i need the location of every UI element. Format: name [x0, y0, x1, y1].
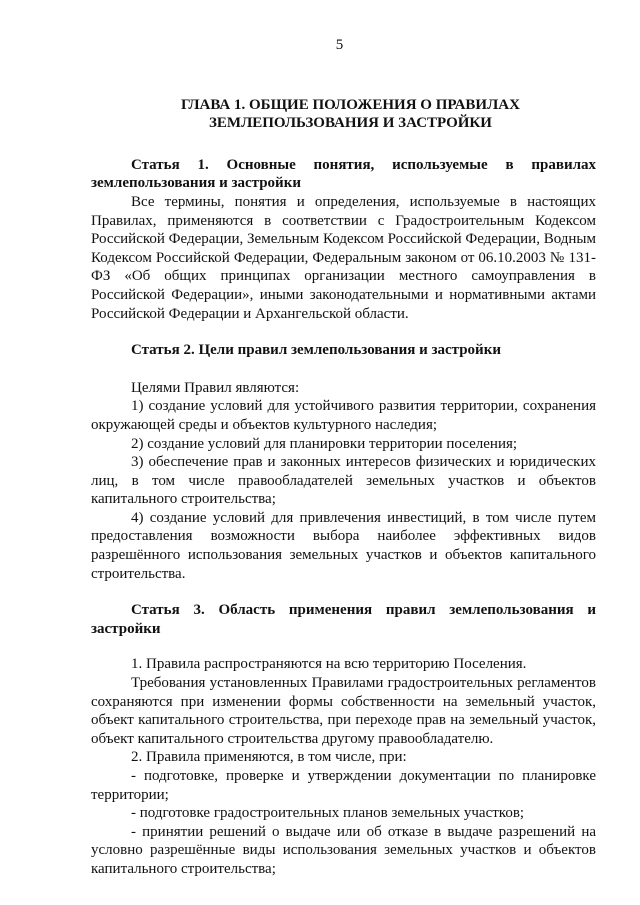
article-3-paragraph-2: Требования установленных Правилами градостроительных регламентов сохраняются при изменении формы собственности на земельный участок, объект капитального строительства, при переходе прав на земельный участок, объект капитального строительства другому правообладателю.: [91, 675, 596, 747]
article-2-title: Статья 2. Цели правил землепользования и застройки: [131, 342, 501, 359]
article-2-paragraph-4: 3) обеспечение прав и законных интересов физических и юридических лиц, в том числе правообладателей земельных участков и объектов капитального строительства;: [91, 454, 596, 508]
article-3-paragraph-5: - подготовке градостроительных планов земельных участков;: [131, 805, 525, 822]
article-2-paragraph-5: 4) создание условий для привлечения инвестиций, в том числе путем предоставления возможности выбора наиболее эффективных видов разрешённого использования земельных участков и объектов капитального строительства.: [91, 509, 596, 582]
article-1-paragraph-1: Все термины, понятия и определения, используемые в настоящих Правилах, применяются в соответствии с Градостроительным Кодексом Российской Федерации, Земельным Кодексом Российской Федерации, Водным Кодексом Российской Федерации, Федеральным законом от 06.10.2003 № 131-ФЗ «Об общих принципах организации местного самоуправления в Российской Федерации», иными законодательными и нормативными актами Российской Федерации и Архангельской области.: [91, 193, 596, 322]
article-2-paragraph-1: Целями Правил являются:: [131, 379, 300, 396]
page-number: 5: [335, 37, 344, 53]
article-3-paragraph-4: - подготовке, проверке и утверждении документации по планировке территории;: [91, 768, 596, 803]
article-3-paragraph-6: - принятии решений о выдаче или об отказе в выдаче разрешений на условно разрешённые виды использования земельных участков и объектов капитального строительства;: [91, 823, 596, 877]
article-1: [91, 156, 596, 323]
chapter-heading: [91, 96, 596, 133]
article-1-title: Статья 1. Основные понятия, используемые в правилах землепользования и застройки: [91, 156, 596, 192]
chapter-heading-line-1: ГЛАВА 1. ОБЩИЕ ПОЛОЖЕНИЯ О ПРАВИЛАХ: [181, 96, 520, 113]
article-2: [91, 341, 596, 583]
chapter-heading-line-2: ЗЕМЛЕПОЛЬЗОВАНИЯ И ЗАСТРОЙКИ: [209, 115, 492, 132]
article-3-paragraph-3: 2. Правила применяются, в том числе, при:: [131, 749, 407, 766]
article-3-paragraph-1: 1. Правила распространяются на всю территорию Поселения.: [131, 656, 527, 673]
article-2-paragraph-3: 2) создание условий для планировки территории поселения;: [131, 435, 518, 452]
article-3-title: Статья 3. Область применения правил землепользования и застройки: [91, 602, 596, 637]
article-3: [91, 601, 596, 878]
article-2-paragraph-2: 1) создание условий для устойчивого развития территории, сохранения окружающей среды и объектов культурного наследия;: [91, 398, 596, 433]
